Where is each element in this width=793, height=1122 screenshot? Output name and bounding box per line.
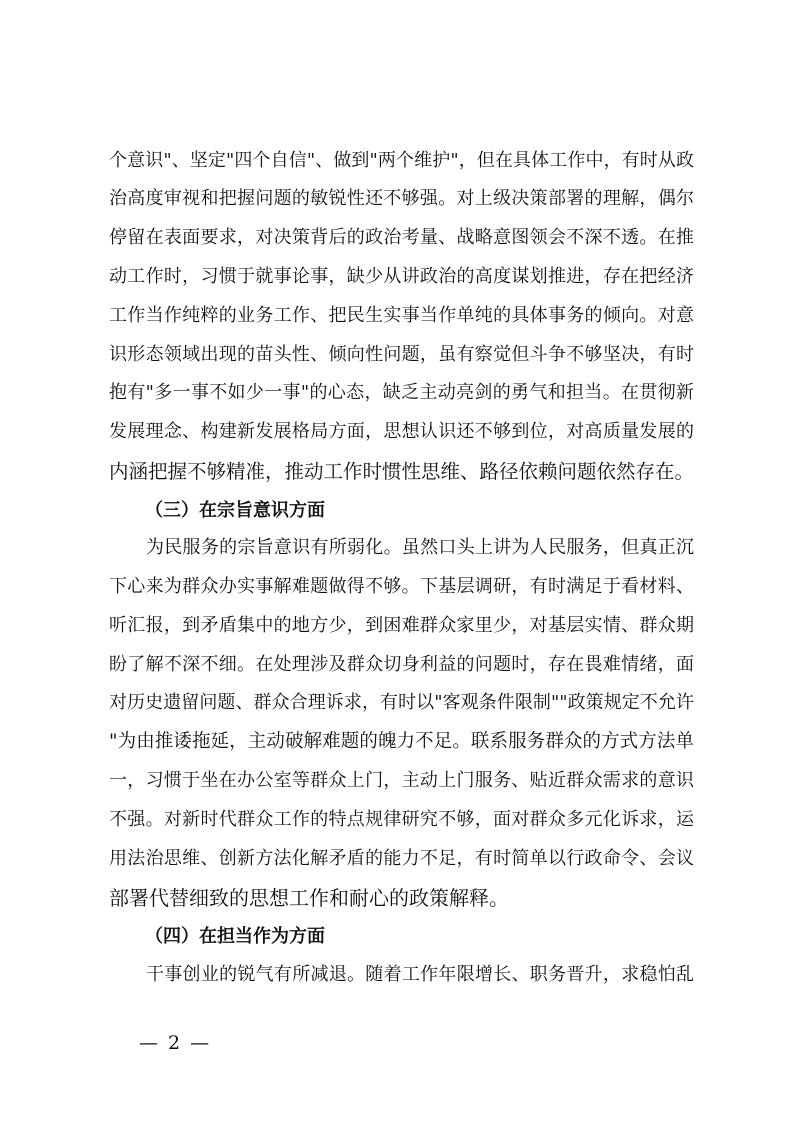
text-line: 个意识"、坚定"四个自信"、做到"两个维护"，但在具体工作中，有时从政 [109, 150, 694, 171]
text-line: 对历史遗留问题、群众合理诉求，有时以"客观条件限制""政策规定不允许 [109, 692, 694, 713]
text-line: 抱有"多一事不如少一事"的心态，缺乏主动亮剑的勇气和担当。在贯彻新 [109, 382, 694, 403]
text-line: 用法治思维、创新方法化解矛盾的能力不足，有时简单以行政命令、会议 [109, 848, 694, 869]
text-line: 盼了解不深不细。在处理涉及群众切身利益的问题时，存在畏难情绪，面 [109, 654, 694, 675]
text-line: 部署代替细致的思想工作和耐心的政策解释。 [109, 886, 509, 910]
page-number: — 2 — [139, 1032, 212, 1054]
text-line: "为由推诿拖延，主动破解难题的魄力不足。联系服务群众的方式方法单 [109, 731, 694, 752]
text-line: 下心来为群众办实事解难题做得不够。下基层调研，有时满足于看材料、 [109, 576, 694, 597]
text-line: 干事创业的锐气有所减退。随着工作年限增长、职务晋升，求稳怕乱 [146, 964, 694, 985]
text-line: 动工作时，习惯于就事论事，缺少从讲政治的高度谋划推进，存在把经济 [109, 266, 694, 287]
text-line: 治高度审视和把握问题的敏锐性还不够强。对上级决策部署的理解，偶尔 [109, 188, 694, 209]
text-line: 发展理念、构建新发展格局方面，思想认识还不够到位，对高质量发展的 [109, 421, 694, 442]
section-heading-purpose: （三）在宗旨意识方面 [145, 500, 325, 521]
text-line: 不强。对新时代群众工作的特点规律研究不够，面对群众多元化诉求，运 [109, 809, 694, 830]
text-line: 一，习惯于坐在办公室等群众上门，主动上门服务、贴近群众需求的意识 [109, 770, 694, 791]
text-line: 识形态领域出现的苗头性、倾向性问题，虽有察觉但斗争不够坚决，有时 [109, 344, 694, 365]
text-line: 停留在表面要求，对决策背后的政治考量、战略意图领会不深不透。在推 [109, 227, 694, 248]
text-line: 听汇报，到矛盾集中的地方少，到困难群众家里少，对基层实情、群众期 [109, 615, 694, 636]
text-line: 为民服务的宗旨意识有所弱化。虽然口头上讲为人民服务，但真正沉 [146, 537, 694, 558]
text-line: 工作当作纯粹的业务工作、把民生实事当作单纯的具体事务的倾向。对意 [109, 305, 694, 326]
section-heading-responsibility: （四）在担当作为方面 [145, 926, 325, 947]
text-line: 内涵把握不够精准，推动工作时惯性思维、路径依赖问题依然存在。 [109, 460, 695, 483]
